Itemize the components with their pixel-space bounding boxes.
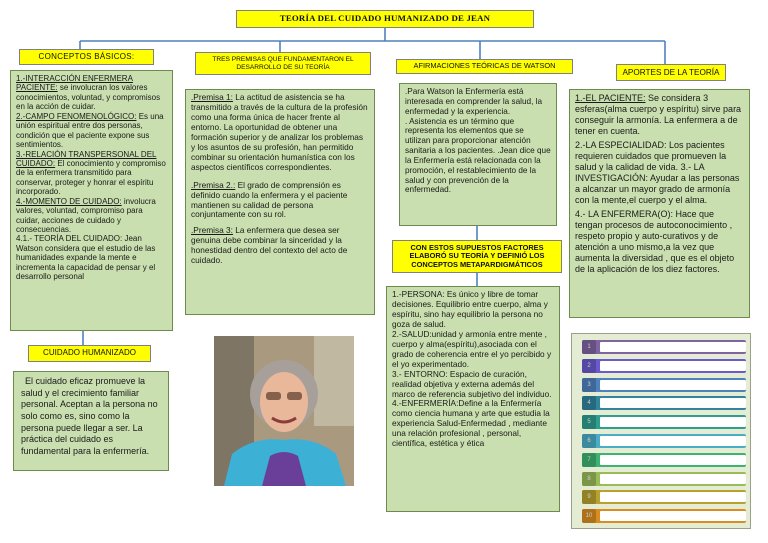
concepto-4-text: involucra valores, voluntad, compromiso para cuidar, acciones de cuidado y consecuencias. — [16, 196, 156, 234]
factor-row — [582, 490, 746, 504]
concepto-1 — [16, 74, 167, 112]
conceptos-box — [10, 70, 173, 331]
supuestos-box — [386, 286, 560, 512]
factor-row — [582, 359, 746, 373]
premisa-1-text: La actitud de asistencia se ha transmitido a través de la cultura de la profesión como una forma única de hacer frente al entorno. La oportunidad de obtener una formación superior y de analizar los problemas y los asuntos de su profesión, han permitido combinar su orientación humanística con los aspectos científicos correspondientes. — [191, 92, 368, 172]
concepto-3-text: El conocimiento y compromiso de la enfermera transmitido para conservar, proteger y honrar el espíritu incorporado. — [16, 158, 166, 197]
concepto-3 — [16, 150, 167, 197]
supuesto-persona: 1.-PERSONA: Es único y libre de tomar decisiones. Equilibrio entre cuerpo, alma y espíritu, sino hay equilibrio la persona no goza de salud. — [392, 289, 548, 329]
premisa-2-text: El grado de comprensión es definido cuando la enfermera y el paciente mantienen su calidad de persona conjuntamente con su rol. — [191, 179, 348, 220]
factores-infographic — [571, 333, 751, 529]
jean-watson-photo — [214, 336, 354, 486]
concepto-4 — [16, 197, 167, 235]
premisa-1-label: .Premisa 1: — [191, 92, 233, 102]
factor-number-badge: 7 — [582, 453, 596, 467]
factor-number-badge: 9 — [582, 490, 596, 504]
premisa-3-text: La enfermera que desea ser genuina debe combinar la sinceridad y la honestidad dentro del contexto del acto de cuidado. — [191, 225, 348, 266]
aporte-1-text: Se considera 3 esferas(alma cuerpo y espíritu) sirve para conseguir la armonía. La enfermera a de tener en cuenta. — [575, 93, 742, 136]
afirmaciones-header: AFIRMACIONES TEÓRICAS DE WATSON — [396, 59, 573, 74]
concepto-2 — [16, 112, 167, 150]
factor-text-bar — [600, 398, 746, 408]
aporte-2: 2.-LA ESPECIALIDAD: Los pacientes requieren cuidados que promueven la salud y la calidad de vida. 3.- LA INVESTIGACIÓN: Ayudar a las personas a alcanzar un mayor grado de armonía con la mente,el cuerpo y el alma. — [575, 139, 740, 205]
factor-text-bar — [600, 455, 746, 465]
factor-number-badge: 6 — [582, 434, 596, 448]
portrait-illustration — [214, 336, 354, 486]
concepto-1-text: se involucran los valores conocimientos, voluntad, y compromisos en la acción de cuidar. — [16, 83, 161, 112]
factor-text-bar — [600, 492, 746, 502]
factor-number-badge: 4 — [582, 396, 596, 410]
factor-text-bar — [600, 511, 746, 521]
cuidado-header: CUIDADO HUMANIZADO — [28, 345, 151, 362]
afirmaciones-box — [399, 83, 557, 226]
factor-number-badge: 3 — [582, 378, 596, 392]
factor-text-bar — [600, 417, 746, 427]
supuesto-salud: 2.-SALUD:unidad y armonía entre mente , cuerpo y alma(espíritu),asociada con el grado de coherencia entre el yo percibido y el yo experimentado. — [392, 328, 552, 369]
aporte-1-label: 1.-EL PACIENTE: — [575, 93, 646, 103]
factor-text-bar — [600, 436, 746, 446]
concepto-2-label: 2.-CAMPO FENOMENOLÓGICO: — [16, 111, 137, 121]
factor-row — [582, 472, 746, 486]
concepto-4-label: 4.-MOMENTO DE CUIDADO: — [16, 196, 122, 206]
supuestos-header: CON ESTOS SUPUESTOS FACTORES ELABORÓ SU TEORÍA Y DEFINIÓ LOS CONCEPTOS METAPARDIGMÁTICOS — [392, 240, 562, 273]
premisas-header: TRES PREMISAS QUE FUNDAMENTARON EL DESARROLLO DE SU TEORÍA — [195, 52, 371, 75]
factor-text-bar — [600, 342, 746, 352]
conceptos-header: CONCEPTOS BÁSICOS: — [19, 49, 154, 65]
factor-row — [582, 378, 746, 392]
aportes-box — [569, 89, 750, 318]
supuesto-entorno: 3.- ENTORNO: Espacio de curación, realidad objetiva y externa además del marco de referencia subjetivo del individuo. — [392, 368, 552, 399]
premisas-box — [185, 89, 375, 315]
factor-row — [582, 434, 746, 448]
concepto-5: 4.1.- TEORÍA DEL CUIDADO: Jean Watson considera que el estudio de las humanidades expande la mente e incrementa la capacidad de pensar y el desarrollo personal — [16, 234, 156, 282]
concepto-2-text: Es una unión espiritual entre dos personas, condición que el paciente expone sus sentimientos. — [16, 111, 164, 150]
aportes-header: APORTES DE LA TEORÍA — [616, 64, 726, 81]
factor-number-badge: 8 — [582, 472, 596, 486]
factor-row — [582, 415, 746, 429]
concepto-3-label: 3.-RELACIÓN TRANSPERSONAL DEL CUIDADO: — [16, 149, 157, 168]
cuidado-box — [13, 371, 169, 471]
aporte-1 — [575, 93, 744, 137]
premisa-1 — [191, 93, 369, 173]
premisa-3 — [191, 226, 369, 266]
factor-row — [582, 396, 746, 410]
afirmacion-2: . Asistencia es un término que representa los elementos que se utilizan para proporcionar atención sanitaria a los pacientes. .Jean dice que la Enfermería está relacionada con la promoción, el restablecimiento de la salud y con prevención de la enfermedad. — [405, 116, 551, 195]
factor-number-badge: 1 — [582, 340, 596, 354]
factor-text-bar — [600, 361, 746, 371]
factor-row — [582, 453, 746, 467]
premisa-2 — [191, 181, 369, 221]
factor-row — [582, 509, 746, 523]
factor-number-badge: 5 — [582, 415, 596, 429]
premisa-2-label: .Premisa 2.: — [191, 179, 236, 190]
premisa-3-label: .Premisa 3: — [191, 225, 233, 236]
supuesto-enfermeria: 4.-ENFERMERÍA:Define a la Enfermería como ciencia humana y arte que estudia la experiencia Salud-Enfermedad , mediante una relación profesional , personal, científica, estética y ética — [392, 398, 550, 449]
main-title: TEORÍA DEL CUIDADO HUMANIZADO DE JEAN — [236, 10, 534, 28]
factor-text-bar — [600, 474, 746, 484]
aporte-3: 4.- LA ENFERMERA(O): Hace que tengan procesos de autoconocimiento , respeto propio y auto-curativos y de atención a uno mismo,a la vez que aumenta la diversidad , que es el objeto de la aplicación de los diez factores. — [575, 208, 735, 274]
factor-row — [582, 340, 746, 354]
factor-text-bar — [600, 380, 746, 390]
factor-number-badge: 10 — [582, 509, 596, 523]
afirmacion-1: .Para Watson la Enfermería está interesada en comprender la salud, la enfermedad y la experiencia. — [405, 87, 542, 116]
concepto-1-label: 1.-INTERACCIÓN ENFERMERA PACIENTE: — [16, 74, 133, 93]
cuidado-text: El cuidado eficaz promueve la salud y el crecimiento familiar personal. Aceptan a la persona no solo como es, sino como la persona puede llegar a ser. La práctica del cuidado es fundamental para la enfermería. — [21, 376, 158, 457]
factor-number-badge: 2 — [582, 359, 596, 373]
